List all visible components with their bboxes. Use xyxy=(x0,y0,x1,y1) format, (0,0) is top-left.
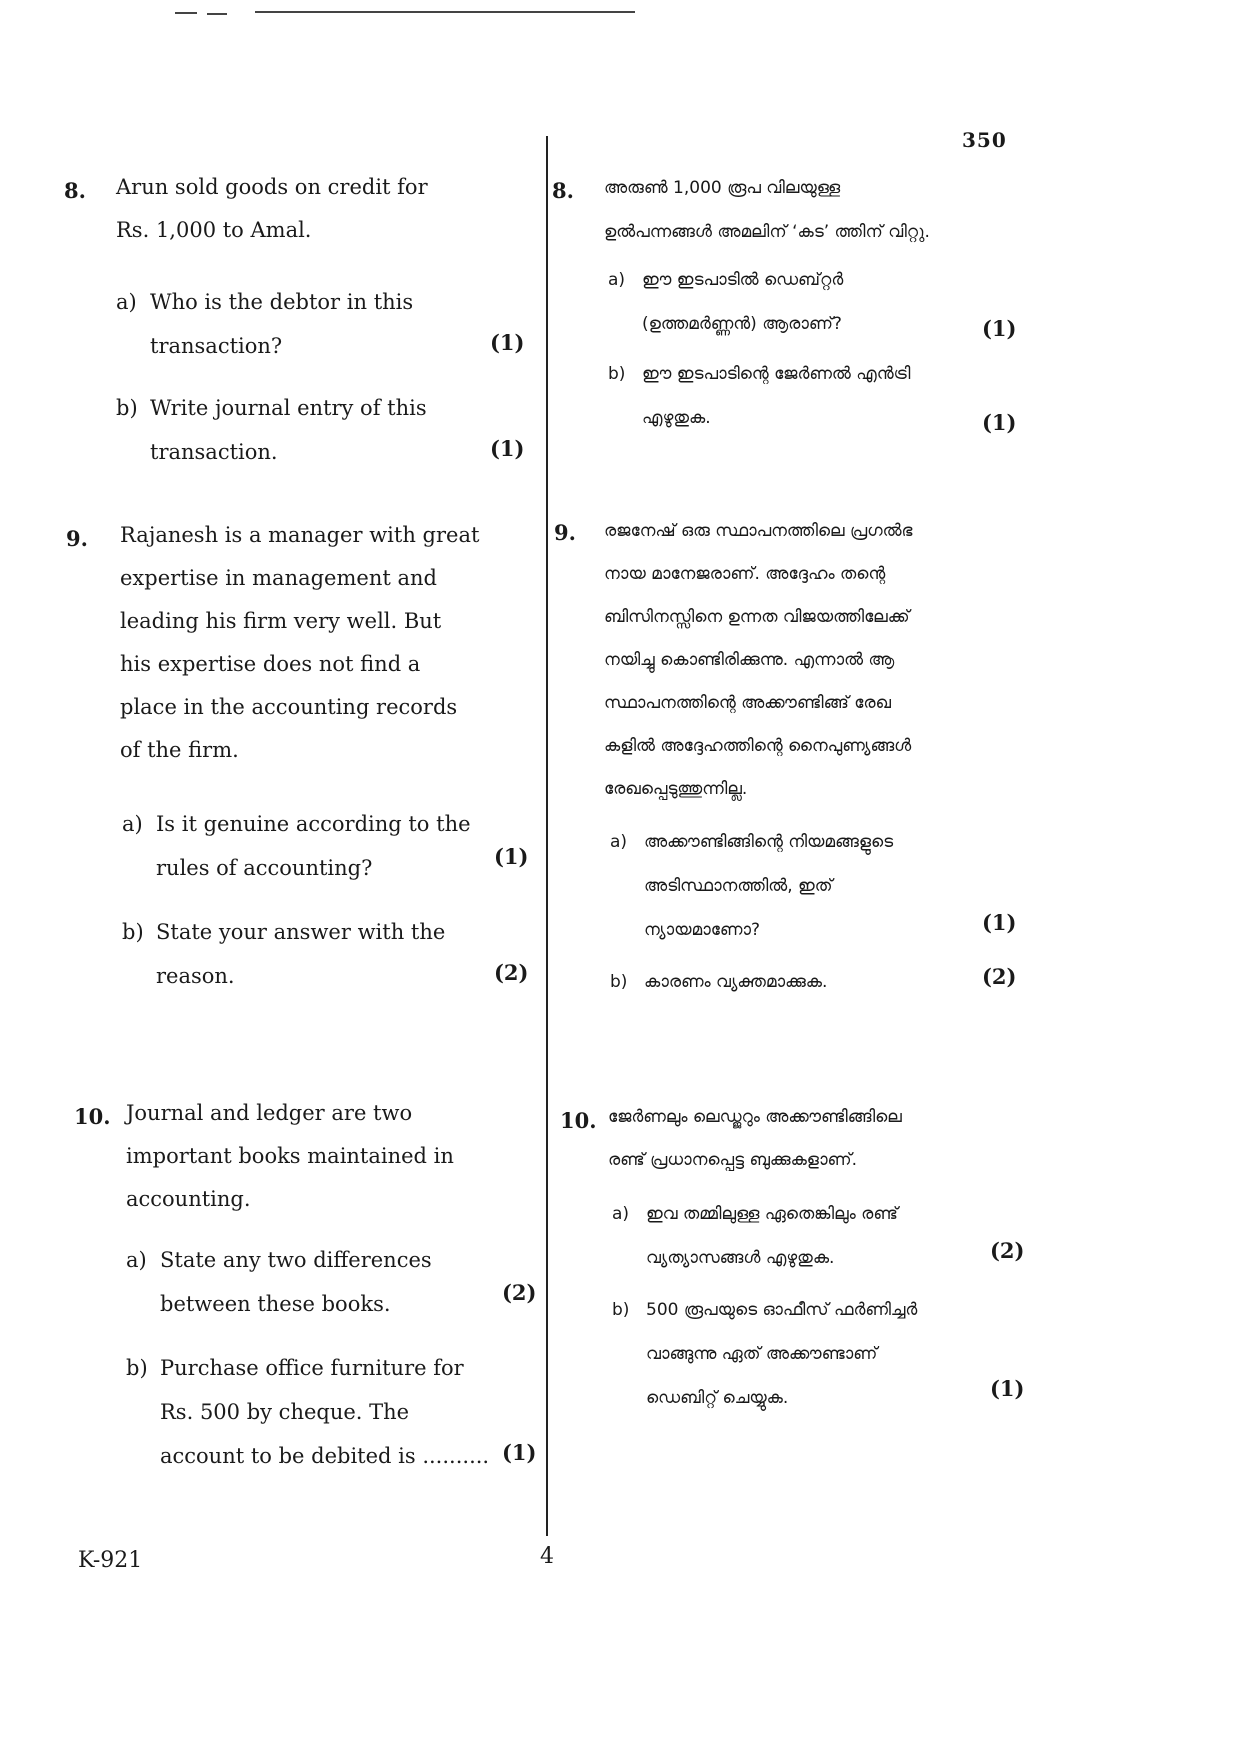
question-stem xyxy=(604,166,1024,254)
question-number: 10. xyxy=(560,1108,597,1133)
question-stem xyxy=(604,510,1024,811)
question-number: 10. xyxy=(74,1104,111,1129)
marks: (1) xyxy=(490,330,525,355)
question-number: 8. xyxy=(64,178,86,203)
marks: (2) xyxy=(494,960,529,985)
question-stem xyxy=(608,1096,1028,1182)
sub-line: അക്കൗണ്ടിങ്ങിന്റെ നിയമങ്ങളുടെ xyxy=(644,832,894,852)
marks: (1) xyxy=(982,910,1017,935)
stem-line: important books maintained in xyxy=(126,1144,454,1168)
stem-line: leading his firm very well. But xyxy=(120,609,442,633)
sub-line: ന്യായമാണോ? xyxy=(644,920,761,940)
sub-line: ഈ ഇടപാടിൽ ഡെബ്റ്റർ xyxy=(642,270,844,290)
question-stem xyxy=(120,514,540,772)
stem-line: of the firm. xyxy=(120,738,239,762)
sub-label: b) xyxy=(122,920,144,944)
stem-line: രണ്ട് പ്രധാനപ്പെട്ട ബുക്കുകളാണ്. xyxy=(608,1150,858,1170)
sub-line: ഈ ഇടപാടിന്റെ ജേർണൽ എൻട്രി xyxy=(642,364,911,384)
marks: (1) xyxy=(494,844,529,869)
stem-line: ജേർണലും ലെഡ്ജറും അക്കൗണ്ടിങ്ങിലെ xyxy=(608,1107,902,1127)
sub-label: b) xyxy=(610,972,628,992)
sub-line: വാങ്ങുന്നു ഏത് അക്കൗണ്ടാണ് xyxy=(646,1344,878,1364)
sub-line: ഡെബിറ്റ് ചെയ്യുക. xyxy=(646,1388,789,1408)
stem-line: രേഖപ്പെടുത്തുന്നില്ല. xyxy=(604,779,748,799)
stem-line: ബിസിനസ്സിനെ ഉന്നത വിജയത്തിലേക്ക് xyxy=(604,607,910,627)
sub-line: transaction? xyxy=(150,334,283,358)
sub-line: transaction. xyxy=(150,440,278,464)
sub-label: a) xyxy=(126,1248,147,1272)
stem-line: കളിൽ അദ്ദേഹത്തിന്റെ നൈപുണ്യങ്ങൾ xyxy=(604,736,912,756)
stem-line: expertise in management and xyxy=(120,566,437,590)
marks: (1) xyxy=(982,410,1017,435)
stem-line: സ്ഥാപനത്തിന്റെ അക്കൗണ്ടിങ്ങ് രേഖ xyxy=(604,693,891,713)
sub-label: a) xyxy=(122,812,143,836)
stem-line: നായ മാനേജരാണ്. അദ്ദേഹം തന്റെ xyxy=(604,564,886,584)
sub-label: b) xyxy=(116,396,138,420)
question-stem xyxy=(126,1092,546,1221)
stem-line: രജനേഷ് ഒരു സ്ഥാപനത്തിലെ പ്രഗൽഭ xyxy=(604,521,913,541)
sub-label: b) xyxy=(612,1300,630,1320)
stem-line: Arun sold goods on credit for xyxy=(116,175,428,199)
stem-line: അരുൺ 1,000 രൂപ വിലയുള്ള xyxy=(604,178,841,198)
sub-line: Rs. 500 by cheque. The xyxy=(160,1400,410,1424)
sub-line: വ്യത്യാസങ്ങൾ എഴുതുക. xyxy=(646,1248,835,1268)
sub-line: rules of accounting? xyxy=(156,856,373,880)
sub-line: Who is the debtor in this xyxy=(150,290,414,314)
sub-line: Is it genuine according to the xyxy=(156,812,471,836)
sub-label: a) xyxy=(610,832,628,852)
question-number: 9. xyxy=(66,526,88,551)
marks: (2) xyxy=(502,1280,537,1305)
stem-line: his expertise does not find a xyxy=(120,652,421,676)
sub-line: എഴുതുക. xyxy=(642,408,711,428)
sub-label: b) xyxy=(126,1356,148,1380)
sub-line: State your answer with the xyxy=(156,920,446,944)
stem-line: Rs. 1,000 to Amal. xyxy=(116,218,312,242)
sub-line: അടിസ്ഥാനത്തിൽ, ഇത് xyxy=(644,876,833,896)
marks: (1) xyxy=(990,1376,1025,1401)
stem-line: accounting. xyxy=(126,1187,251,1211)
sub-line: Purchase office furniture for xyxy=(160,1356,464,1380)
sub-line: കാരണം വ്യക്തമാക്കുക. xyxy=(644,972,828,992)
question-number: 8. xyxy=(552,178,574,203)
stem-line: place in the accounting records xyxy=(120,695,458,719)
sub-line: between these books. xyxy=(160,1292,391,1316)
question-stem xyxy=(116,166,536,252)
marks: (1) xyxy=(982,316,1017,341)
exam-code: K-921 xyxy=(78,1548,143,1573)
sub-line: (ഉത്തമർണ്ണൻ) ആരാണ്? xyxy=(642,314,842,334)
sub-line: ഇവ തമ്മിലുള്ള ഏതെങ്കിലും രണ്ട് xyxy=(646,1204,898,1224)
marks: (1) xyxy=(490,436,525,461)
question-number: 9. xyxy=(554,520,576,545)
marks: (1) xyxy=(502,1440,537,1465)
stem-line: ഉൽപന്നങ്ങൾ അമലിന് ‘കട’ ത്തിന് വിറ്റു. xyxy=(604,222,930,242)
stem-line: Rajanesh is a manager with great xyxy=(120,523,480,547)
sub-line: account to be debited is .......... xyxy=(160,1444,490,1468)
sub-line: 500 രൂപയുടെ ഓഫീസ് ഫർണിച്ചർ xyxy=(646,1300,918,1320)
sub-label: a) xyxy=(608,270,626,290)
column-divider xyxy=(546,136,548,1536)
sub-label: a) xyxy=(116,290,137,314)
marks: (2) xyxy=(982,964,1017,989)
marks: (2) xyxy=(990,1238,1025,1263)
sub-line: Write journal entry of this xyxy=(150,396,427,420)
scan-artifact xyxy=(175,10,635,20)
stem-line: നയിച്ചു കൊണ്ടിരിക്കുന്നു. എന്നാൽ ആ xyxy=(604,650,895,670)
sub-line: reason. xyxy=(156,964,235,988)
page-code: 350 xyxy=(962,128,1007,152)
sub-line: State any two differences xyxy=(160,1248,432,1272)
sub-label: b) xyxy=(608,364,626,384)
stem-line: Journal and ledger are two xyxy=(126,1101,413,1125)
sub-label: a) xyxy=(612,1204,630,1224)
page-number: 4 xyxy=(540,1544,554,1569)
